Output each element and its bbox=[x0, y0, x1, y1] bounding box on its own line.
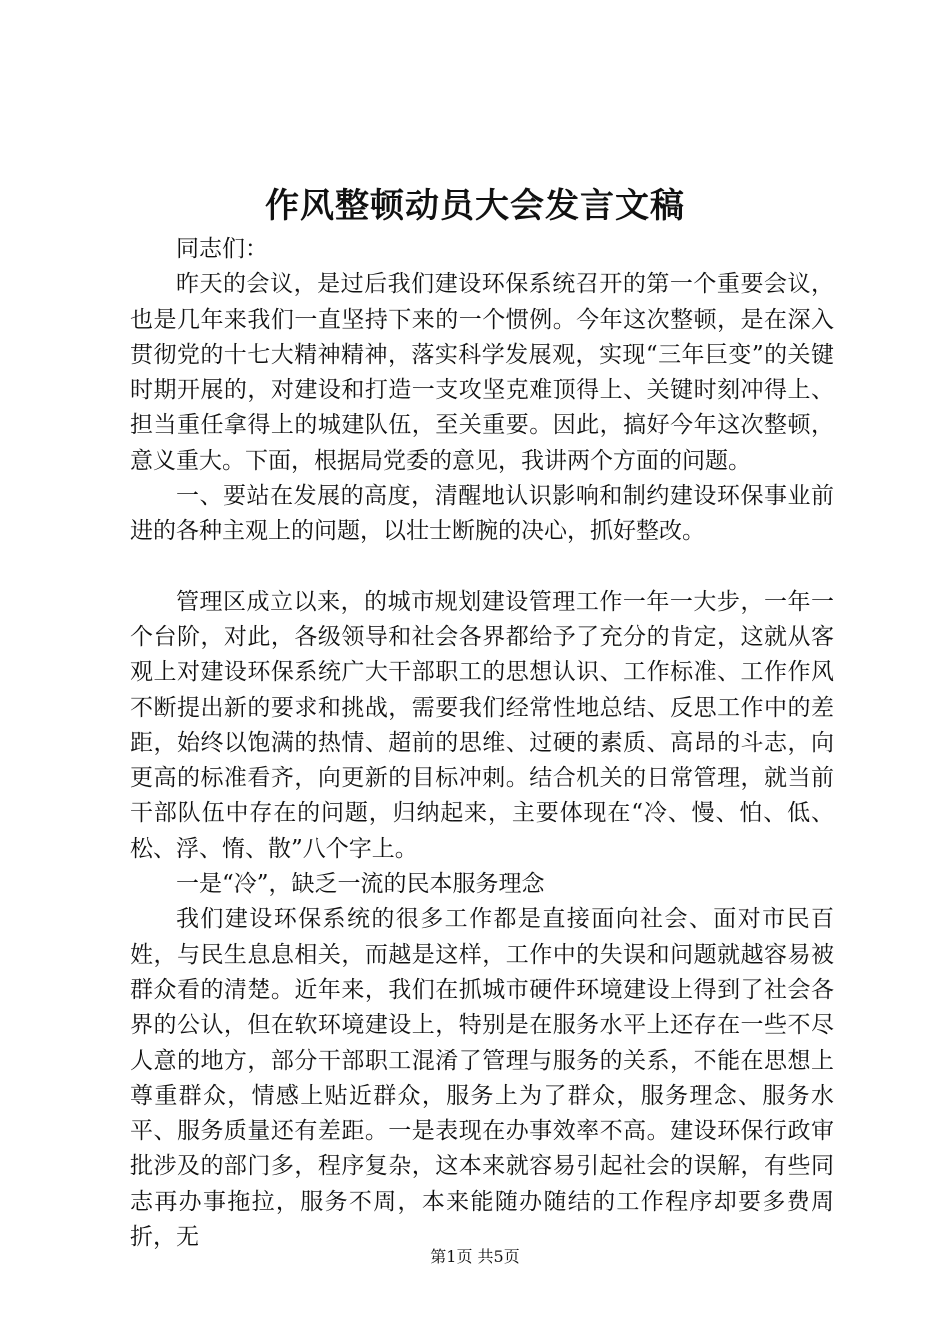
salutation: 同志们： bbox=[176, 236, 268, 262]
document-title: 作风整顿动员大会发言文稿 bbox=[265, 186, 685, 226]
paragraph: 昨天的会议，是过后我们建设环保系统召开的第一个重要会议，也是几年来我们一直坚持下来的一个惯例。今年这次整顿，是在深入贯彻党的十七大精神精神，落实科学发展观，实现“三年巨变”的关键时期开展的，对建设和打造一支攻坚克难顶得上、关键时刻冲得上、担当重任拿得上的城建队伍，至关重要。因此，搞好今年这次整顿，意义重大。下面，根据局党委的意见，我讲两个方面的问题。 bbox=[130, 271, 834, 474]
paragraph: 管理区成立以来，的城市规划建设管理工作一年一大步，一年一个台阶，对此，各级领导和社会各界都给予了充分的肯定，这就从客观上对建设环保系统广大干部职工的思想认识、工作标准、工作作风不断提出新的要求和挑战，需要我们经常性地总结、反思工作中的差距，始终以饱满的热情、超前的思维、过硬的素质、高昂的斗志，向更高的标准看齐，向更新的目标冲刺。结合机关的日常管理，就当前干部队伍中存在的问题，归纳起来，主要体现在“冷、慢、怕、低、松、浮、惰、散”八个字上。 bbox=[130, 588, 834, 862]
document-body bbox=[130, 232, 834, 1255]
page-indicator: 第1页 共5页 bbox=[430, 1247, 520, 1266]
paragraph: 我们建设环保系统的很多工作都是直接面向社会、面对市民百姓，与民生息息相关，而越是这样，工作中的失误和问题就越容易被群众看的清楚。近年来，我们在抓城市硬件环境建设上得到了社会各界的公认，但在软环境建设上，特别是在服务水平上还存在一些不尽人意的地方，部分干部职工混淆了管理与服务的关系，不能在思想上尊重群众，情感上贴近群众，服务上为了群众，服务理念、服务水平、服务质量还有差距。一是表现在办事效率不高。建设环保行政审批涉及的部门多，程序复杂，这本来就容易引起社会的误解，有些同志再办事拖拉，服务不周，本来能随办随结的工作程序却要多费周折，无 bbox=[130, 906, 834, 1251]
sub-heading: 一是“冷”，缺乏一流的民本服务理念 bbox=[176, 871, 545, 898]
section-heading: 一、要站在发展的高度，清醒地认识影响和制约建设环保事业前进的各种主观上的问题，以壮士断腕的决心，抓好整改。 bbox=[130, 483, 834, 545]
